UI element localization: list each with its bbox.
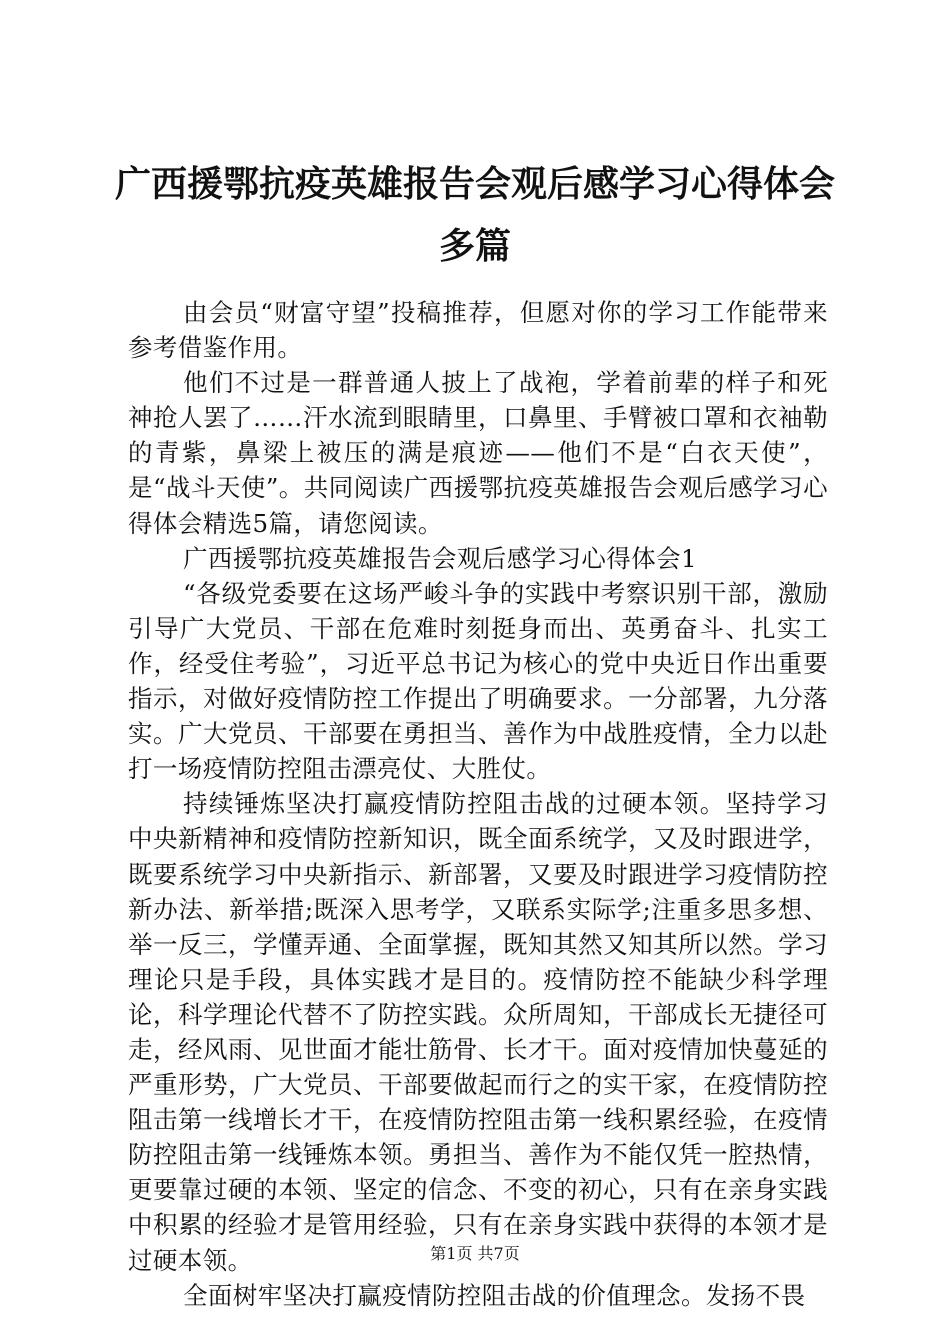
page-number-footer: 第1页 共7页 <box>430 1244 520 1263</box>
paragraph-summary: 他们不过是一群普通人披上了战袍，学着前辈的样子和死神抢人罢了……汗水流到眼睛里，口鼻里、手臂被口罩和衣袖勒的青紫，鼻梁上被压的满是痕迹——他们不是“白衣天使”，是“战斗天使”。共同阅读广西援鄂抗疫英雄报告会观后感学习心得体会精选5篇，请您阅读。 <box>128 368 828 538</box>
paragraph-quote: “各级党委要在这场严峻斗争的实践中考察识别干部，激励引导广大党员、干部在危难时刻挺身而出、英勇奋斗、扎实工作，经受住考验”，习近平总书记为核心的党中央近日作出重要指示，对做好疫情防控工作提出了明确要求。一分部署，九分落实。广大党员、干部要在勇担当、善作为中战胜疫情，全力以赴打一场疫情防控阻击漂亮仗、大胜仗。 <box>128 578 828 784</box>
paragraph-continued: 全面树牢坚决打赢疫情防控阻击战的价值理念。发扬不畏 <box>183 1280 806 1310</box>
document-title-line-2: 多篇 <box>438 226 511 267</box>
document-body <box>128 295 828 1313</box>
paragraph-intro: 由会员“财富守望”投稿推荐，但愿对你的学习工作能带来参考借鉴作用。 <box>128 298 828 363</box>
paragraph-section-heading: 广西援鄂抗疫英雄报告会观后感学习心得体会1 <box>183 543 697 573</box>
paragraph-body: 持续锤炼坚决打赢疫情防控阻击战的过硬本领。坚持学习中央新精神和疫情防控新知识，既全面系统学，又及时跟进学，既要系统学习中央新指示、新部署，又要及时跟进学习疫情防控新办法、新举措;既深入思考学，又联系实际学;注重多思多想、举一反三，学懂弄通、全面掌握，既知其然又知其所以然。学习理论只是手段，具体实践才是目的。疫情防控不能缺少科学理论，科学理论代替不了防控实践。众所周知，干部成长无捷径可走，经风雨、见世面才能壮筋骨、长才干。面对疫情加快蔓延的严重形势，广大党员、干部要做起而行之的实干家，在疫情防控阻击第一线增长才干，在疫情防控阻击第一线积累经验，在疫情防控阻击第一线锤炼本领。勇担当、善作为不能仅凭一腔热情，更要靠过硬的本领、坚定的信念、不变的初心，只有在亲身实践中积累的经验才是管用经验，只有在亲身实践中获得的本领才是过硬本领。 <box>128 789 828 1275</box>
document-title-line-1: 广西援鄂抗疫英雄报告会观后感学习心得体会 <box>114 164 835 205</box>
